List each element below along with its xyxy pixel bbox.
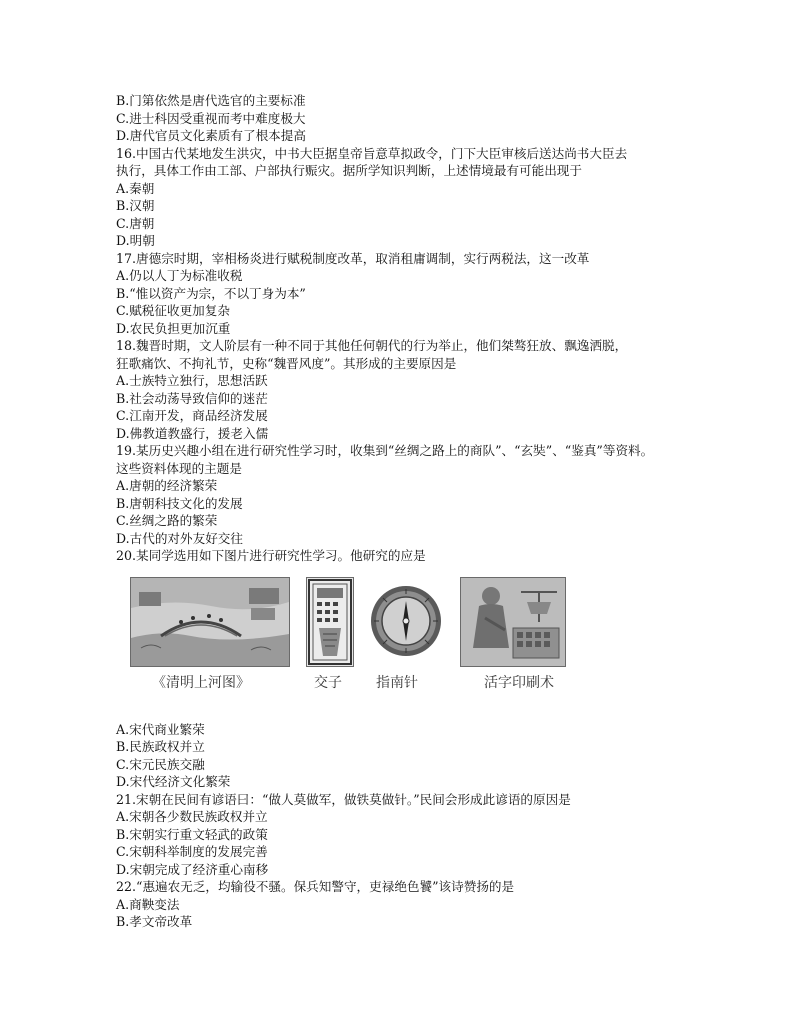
text-line: D.农民负担更加沉重 bbox=[116, 320, 231, 336]
exam-content bbox=[116, 92, 696, 931]
text-line: D.宋朝完成了经济重心南移 bbox=[116, 861, 269, 877]
questions-after-figure bbox=[116, 721, 696, 931]
text-line: A.仍以人丁为标准收税 bbox=[116, 268, 243, 283]
text-line: C.进士科因受重视而考中难度极大 bbox=[116, 110, 306, 126]
caption-qingming: 《清明上河图》 bbox=[152, 674, 250, 691]
questions-before-figure bbox=[116, 92, 696, 565]
text-line: C.赋税征收更加复杂 bbox=[116, 303, 230, 318]
text-line: C.宋元民族交融 bbox=[116, 756, 205, 772]
text-line: 17.唐德宗时期，宰相杨炎进行赋税制度改革，取消租庸调制，实行两税法，这一改革 bbox=[116, 250, 590, 266]
text-line: 16.中国古代某地发生洪灾，中书大臣据皇帝旨意草拟政令，门下大臣审核后送达尚书大臣去 bbox=[116, 145, 628, 161]
jiaozi-note-image bbox=[306, 577, 354, 667]
text-line: B.门第依然是唐代选官的主要标准 bbox=[116, 93, 306, 108]
text-line: B.宋朝实行重文轻武的政策 bbox=[116, 826, 268, 842]
text-line: D.宋代经济文化繁荣 bbox=[116, 774, 231, 789]
caption-compass: 指南针 bbox=[376, 674, 418, 691]
text-line: A.唐朝的经济繁荣 bbox=[116, 478, 218, 493]
text-line: B.社会动荡导致信仰的迷茫 bbox=[116, 390, 268, 406]
text-line: A.宋朝各少数民族政权并立 bbox=[116, 809, 268, 824]
text-line: A.士族特立独行，思想活跃 bbox=[116, 373, 268, 388]
qingming-painting-image bbox=[130, 577, 290, 667]
text-line: C.唐朝 bbox=[116, 215, 155, 231]
text-line: 狂歌痛饮、不拘礼节，史称“魏晋风度”。其形成的主要原因是 bbox=[116, 355, 457, 371]
caption-movable-type: 活字印刷术 bbox=[484, 674, 554, 691]
text-line: 21.宋朝在民间有谚语曰：“做人莫做军，做铁莫做针。”民间会形成此谚语的原因是 bbox=[116, 791, 571, 807]
text-line: B.唐朝科技文化的发展 bbox=[116, 495, 243, 511]
text-line: B.汉朝 bbox=[116, 198, 155, 213]
text-line: A.宋代商业繁荣 bbox=[116, 721, 205, 737]
text-line: A.秦朝 bbox=[116, 180, 155, 196]
text-line: D.唐代官员文化素质有了根本提高 bbox=[116, 128, 306, 143]
text-line: 执行，具体工作由工部、户部执行赈灾。据所学知识判断，上述情境最有可能出现于 bbox=[116, 163, 582, 178]
text-line: B.“惟以资产为宗，不以丁身为本” bbox=[116, 285, 306, 301]
text-line: C.丝绸之路的繁荣 bbox=[116, 513, 218, 528]
text-line: B.民族政权并立 bbox=[116, 739, 205, 754]
text-line: B.孝文帝改革 bbox=[116, 914, 193, 929]
text-line: D.明朝 bbox=[116, 233, 155, 248]
text-line: C.江南开发，商品经济发展 bbox=[116, 408, 268, 423]
caption-jiaozi: 交子 bbox=[314, 674, 342, 691]
text-line: C.宋朝科举制度的发展完善 bbox=[116, 844, 268, 859]
text-line: 20.某同学选用如下图片进行研究性学习。他研究的应是 bbox=[116, 548, 426, 563]
text-line: 这些资料体现的主题是 bbox=[116, 460, 242, 476]
text-line: 18.魏晋时期，文人阶层有一种不同于其他任何朝代的行为举止，他们桀骜狂放、飘逸洒脱， bbox=[116, 338, 628, 353]
text-line: A.商鞅变法 bbox=[116, 896, 180, 912]
compass-image bbox=[370, 585, 442, 657]
text-line: 19.某历史兴趣小组在进行研究性学习时，收集到“丝绸之路上的商队”、“玄奘”、“鉴真”等资料。 bbox=[116, 443, 654, 458]
movable-type-printing-image bbox=[460, 577, 566, 667]
text-line: 22.“惠遍农无乏，均输役不骚。保兵知警守，吏禄绝色饕”该诗赞扬的是 bbox=[116, 879, 515, 894]
text-line: D.佛教道教盛行，援老入儒 bbox=[116, 425, 269, 441]
question-20-figure bbox=[116, 571, 696, 719]
text-line: D.古代的对外友好交往 bbox=[116, 530, 243, 546]
